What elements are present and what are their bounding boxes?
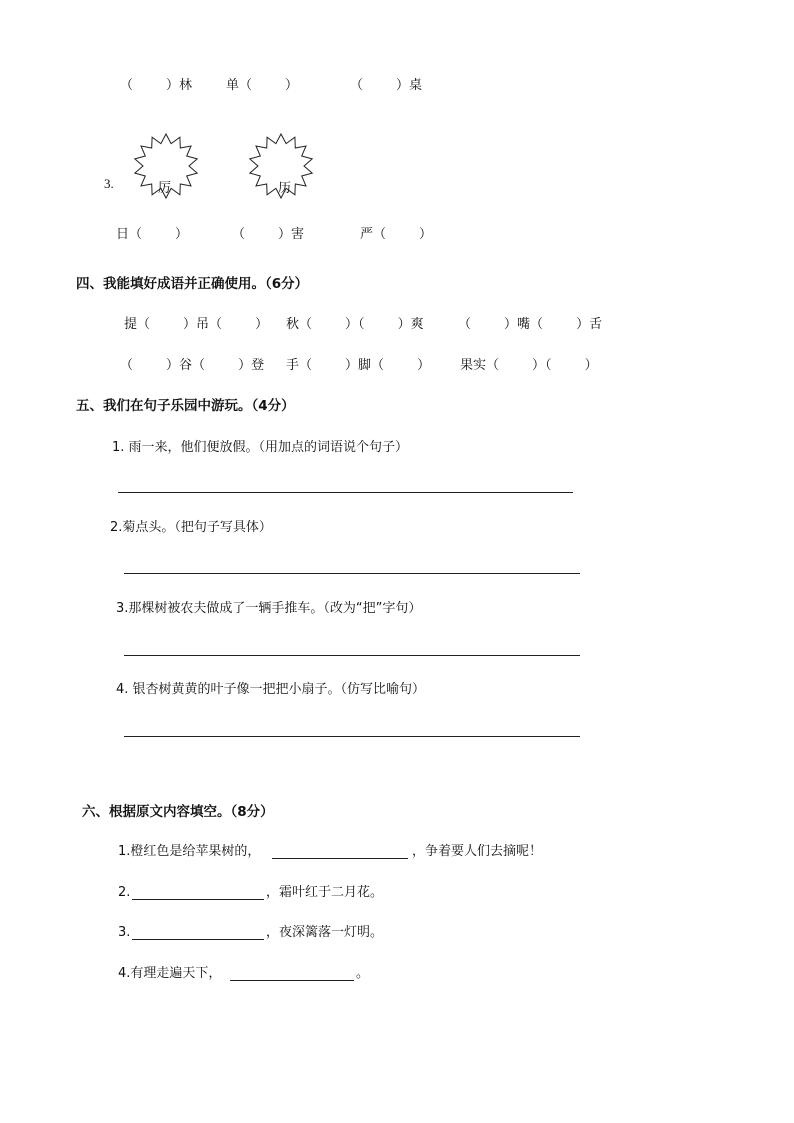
idiom-row1-3: （ ）嘴（ ）舌 [458,317,603,332]
idiom-row2-3: 果实（ ）（ ） [460,358,598,373]
sentence-task-3: 3.那棵树被农夫做成了一辆手推车。（改为“把”字句） [116,601,422,616]
fill-blank-1[interactable] [272,858,408,859]
idiom-row1-1: 提（ ）吊（ ） [124,317,269,332]
section-5-heading: 五、我们在句子乐园中游玩。（4分） [76,398,295,414]
fill-2-after: ，霜叶红于二月花。 [266,885,384,900]
fill-3-after: ，夜深篱落一灯明。 [266,925,384,940]
answer-line-2[interactable] [124,573,580,574]
q2-item-1: （ ）林 [120,78,193,93]
idiom-row2-1: （ ）谷（ ）登 [120,358,265,373]
sentence-task-2: 2.菊点头。（把句子写具体） [110,520,272,535]
idiom-row2-2: 手（ ）脚（ ） [286,358,431,373]
fill-1-after: ，争着要人们去摘呢！ [412,844,543,859]
fill-2-before: 2. [118,885,131,900]
answer-line-1[interactable] [118,492,573,493]
sentence-task-1: 1. 雨一来，他们便放假。（用加点的词语说个句子） [112,440,409,455]
answer-line-4[interactable] [124,736,580,737]
section-4-heading: 四、我能填好成语并正确使用。（6分） [76,276,309,292]
fill-blank-4[interactable] [230,980,354,981]
star-char-2: 历 [278,181,292,196]
fill-4-after: 。 [356,966,370,981]
fill-3-before: 3. [118,925,131,940]
q2-item-2: 单（ ） [226,78,299,93]
fill-1-before: 1.橙红色是给苹果树的， [118,844,261,859]
q3-item-2: （ ）害 [232,227,305,242]
q3-number: 3. [104,176,114,191]
section-6-heading: 六、根据原文内容填空。（8分） [82,804,274,820]
q3-item-3: 严（ ） [360,227,433,242]
fill-4-before: 4.有理走遍天下， [118,966,222,981]
fill-blank-2[interactable] [132,899,264,900]
answer-line-3[interactable] [124,655,580,656]
fill-blank-3[interactable] [132,939,264,940]
star-char-1: 厉 [158,181,172,196]
idiom-row1-2: 秋（ ）（ ）爽 [286,317,424,332]
q3-item-1: 日（ ） [116,227,189,242]
q2-item-3: （ ）桌 [350,78,423,93]
sentence-task-4: 4. 银杏树黄黄的叶子像一把把小扇子。（仿写比喻句） [116,682,426,697]
